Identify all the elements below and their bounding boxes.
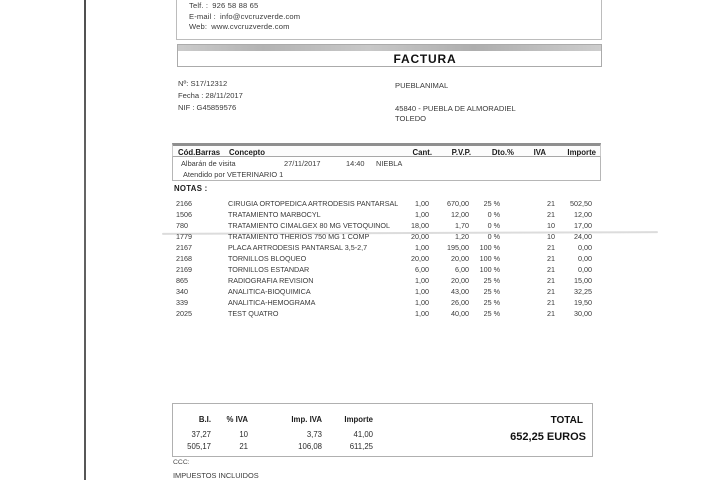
item-discount: 25 %	[483, 276, 500, 285]
item-concept: TRATAMIENTO MARBOCYL	[228, 210, 321, 219]
clinic-contact-box	[176, 0, 602, 40]
scan-fold-line	[84, 0, 86, 480]
item-quantity: 1,00	[415, 298, 429, 307]
item-discount: 100 %	[479, 265, 500, 274]
item-quantity: 6,00	[415, 265, 429, 274]
item-barcode: 340	[176, 287, 188, 296]
albaran-date: 27/11/2017	[284, 159, 321, 168]
item-barcode: 2025	[176, 309, 192, 318]
invoice-number: Nº: S17/12312	[178, 79, 228, 88]
table-row	[172, 254, 601, 265]
totals-row-base: 505,17	[187, 442, 211, 451]
table-row	[172, 298, 601, 309]
table-row	[172, 221, 601, 232]
totals-row-amount: 41,00	[353, 430, 373, 439]
item-quantity: 1,00	[415, 199, 429, 208]
item-unit-price: 20,00	[451, 254, 469, 263]
totals-row-vat-amount: 3,73	[306, 430, 322, 439]
item-concept: TORNILLOS BLOQUEO	[228, 254, 307, 263]
item-concept: ANALITICA-BIOQUIMICA	[228, 287, 311, 296]
albaran-time: 14:40	[346, 159, 365, 168]
item-unit-price: 1,70	[455, 221, 469, 230]
item-concept: TRATAMIENTO THERIOS 750 MG 1 COMP	[228, 232, 370, 241]
line-items-list	[172, 199, 601, 320]
item-barcode: 1506	[176, 210, 192, 219]
email-label: E-mail :	[189, 11, 216, 21]
item-concept: TORNILLOS ESTANDAR	[228, 265, 310, 274]
table-row	[172, 276, 601, 287]
item-barcode: 865	[176, 276, 188, 285]
item-discount: 0 %	[487, 232, 500, 241]
item-concept: ANALITICA-HEMOGRAMA	[228, 298, 316, 307]
attended-by: Atendido por VETERINARIO 1	[183, 170, 284, 179]
item-unit-price: 670,00	[447, 199, 469, 208]
item-discount: 100 %	[479, 243, 500, 252]
item-quantity: 20,00	[411, 232, 429, 241]
item-vat: 21	[547, 210, 555, 219]
customer-city: TOLEDO	[395, 114, 427, 123]
item-amount: 15,00	[574, 276, 592, 285]
totals-row-vat-pct: 10	[239, 430, 248, 439]
total-label: TOTAL	[550, 415, 583, 426]
item-concept: RADIOGRAFIA REVISION	[228, 276, 314, 285]
item-vat: 21	[547, 309, 555, 318]
item-vat: 10	[547, 232, 555, 241]
email-value: info@cvcruzverde.com	[219, 11, 301, 21]
item-unit-price: 1,20	[455, 232, 469, 241]
visit-note-box	[172, 157, 601, 181]
item-vat: 21	[547, 265, 555, 274]
totals-header-base: B.I.	[198, 415, 211, 424]
totals-row-vat-pct: 21	[239, 442, 248, 451]
item-amount: 19,50	[574, 298, 592, 307]
contact-email-line	[189, 12, 300, 21]
ccc-label: CCC:	[173, 459, 190, 466]
factura-title-bar	[177, 44, 602, 67]
header-vat: IVA	[533, 148, 546, 157]
item-concept: TEST QUATRO	[228, 309, 279, 318]
invoice-nif: NIF : G45859576	[178, 103, 237, 112]
contact-web-line	[189, 22, 290, 31]
item-vat: 10	[547, 221, 555, 230]
grand-total-value: 652,25 EUROS	[510, 431, 586, 443]
item-vat: 21	[547, 199, 555, 208]
item-barcode: 339	[176, 298, 188, 307]
table-row	[172, 243, 601, 254]
item-amount: 32,25	[574, 287, 592, 296]
item-amount: 17,00	[574, 221, 592, 230]
totals-header-amount: Importe	[344, 415, 373, 424]
item-amount: 24,00	[574, 232, 592, 241]
item-amount: 0,00	[578, 265, 592, 274]
item-discount: 0 %	[487, 221, 500, 230]
item-vat: 21	[547, 276, 555, 285]
item-discount: 100 %	[479, 254, 500, 263]
item-amount: 30,00	[574, 309, 592, 318]
item-barcode: 1779	[176, 232, 192, 241]
phone-label: Telf. :	[189, 1, 209, 10]
item-unit-price: 6,00	[455, 265, 469, 274]
item-vat: 21	[547, 298, 555, 307]
item-unit-price: 20,00	[451, 276, 469, 285]
item-discount: 25 %	[483, 309, 500, 318]
item-amount: 0,00	[578, 243, 592, 252]
item-quantity: 1,00	[415, 243, 429, 252]
totals-summary-box	[172, 403, 593, 457]
item-quantity: 1,00	[415, 276, 429, 285]
header-quantity: Cant.	[412, 148, 432, 157]
patient-name: NIEBLA	[376, 159, 403, 168]
header-barcode: Cód.Barras	[178, 148, 221, 157]
item-unit-price: 40,00	[451, 309, 469, 318]
item-concept: CIRUGIA ORTOPEDICA ARTRODESIS PANTARSAL	[228, 199, 399, 208]
web-label: Web:	[189, 22, 208, 31]
table-row	[172, 265, 601, 276]
totals-header-vat-amount: Imp. IVA	[291, 415, 322, 424]
item-discount: 25 %	[483, 199, 500, 208]
customer-address: 45840 - PUEBLA DE ALMORADIEL	[395, 104, 516, 113]
item-barcode: 2169	[176, 265, 192, 274]
item-barcode: 780	[176, 221, 188, 230]
customer-name: PUEBLANIMAL	[395, 81, 449, 90]
totals-row-vat-amount: 106,08	[298, 442, 322, 451]
item-vat: 21	[547, 243, 555, 252]
item-quantity: 20,00	[411, 254, 429, 263]
header-discount: Dto.%	[491, 148, 514, 157]
table-row	[172, 232, 601, 243]
item-vat: 21	[547, 254, 555, 263]
item-amount: 12,00	[574, 210, 592, 219]
table-row	[172, 309, 601, 320]
phone-value: 926 58 88 65	[212, 1, 259, 10]
item-discount: 25 %	[483, 287, 500, 296]
item-concept: PLACA ARTRODESIS PANTARSAL 3,5-2,7	[228, 243, 368, 252]
albaran-label: Albarán de visita	[181, 159, 236, 168]
table-row	[172, 199, 601, 210]
item-barcode: 2167	[176, 243, 192, 252]
item-barcode: 2168	[176, 254, 192, 263]
totals-row-base: 37,27	[191, 430, 211, 439]
item-quantity: 18,00	[411, 221, 429, 230]
web-value: www.cvcruzverde.com	[211, 22, 290, 31]
item-quantity: 1,00	[415, 287, 429, 296]
item-amount: 502,50	[570, 199, 592, 208]
item-discount: 0 %	[487, 210, 500, 219]
header-amount: Importe	[567, 148, 596, 157]
item-unit-price: 26,00	[451, 298, 469, 307]
header-concept: Concepto	[229, 148, 265, 157]
notes-label: NOTAS :	[174, 184, 208, 193]
totals-header-vat-pct: % IVA	[226, 415, 248, 424]
taxes-included-label: IMPUESTOS INCLUIDOS	[173, 471, 259, 480]
item-quantity: 1,00	[415, 210, 429, 219]
item-discount: 25 %	[483, 298, 500, 307]
invoice-date: Fecha : 28/11/2017	[178, 91, 243, 100]
item-unit-price: 43,00	[451, 287, 469, 296]
table-row	[172, 287, 601, 298]
document-title: FACTURA	[393, 52, 457, 66]
totals-row-amount: 611,25	[349, 442, 373, 451]
item-amount: 0,00	[578, 254, 592, 263]
items-table-header	[172, 143, 601, 157]
item-unit-price: 12,00	[451, 210, 469, 219]
item-concept: TRATAMIENTO CIMALGEX 80 MG VETOQUINOL	[228, 221, 391, 230]
item-unit-price: 195,00	[447, 243, 469, 252]
item-quantity: 1,00	[415, 309, 429, 318]
item-vat: 21	[547, 287, 555, 296]
contact-phone-line	[189, 1, 258, 10]
header-unit-price: P.V.P.	[451, 148, 471, 157]
item-barcode: 2166	[176, 199, 192, 208]
title-bar-shading	[178, 45, 601, 51]
table-row	[172, 210, 601, 221]
